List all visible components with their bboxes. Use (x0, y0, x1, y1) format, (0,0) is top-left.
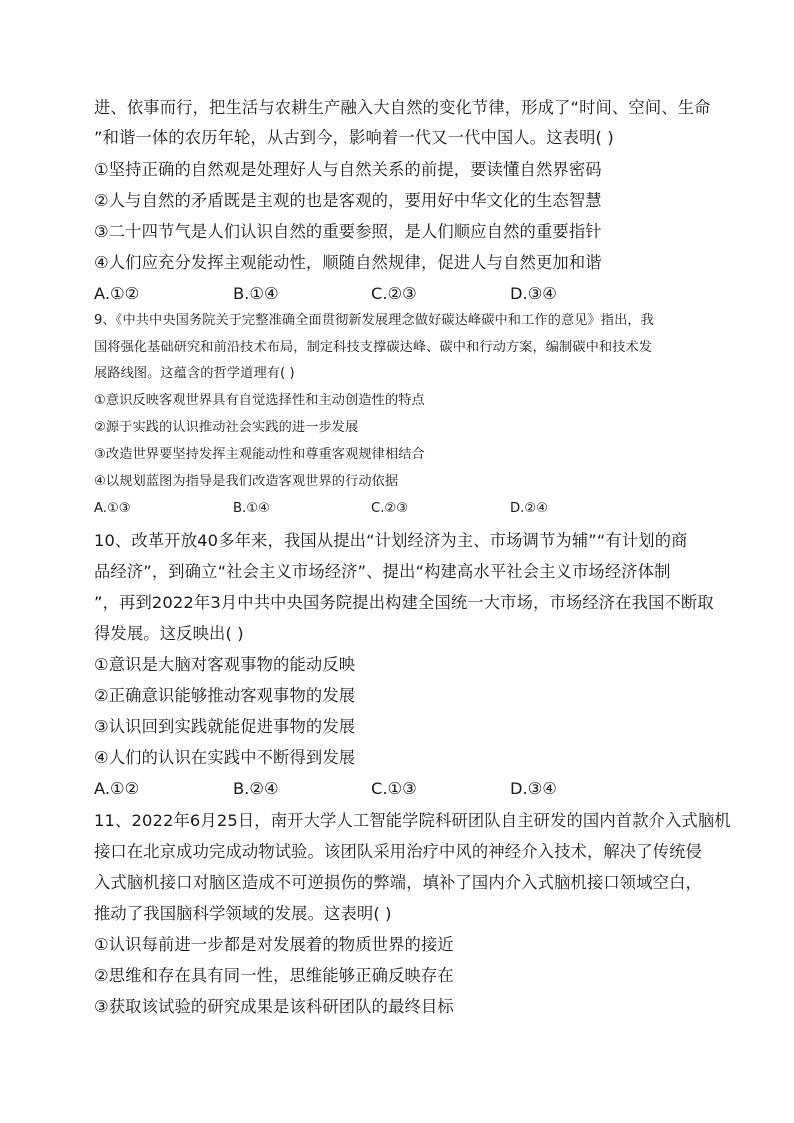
q8-stem-line-2: ”和谐一体的农历年轮，从古到今，影响着一代又一代中国人。这表明( ) (94, 128, 614, 147)
q9-options (94, 500, 654, 520)
q9-statement-2: ②源于实践的认识推动社会实践的进一步发展 (94, 420, 359, 435)
q8-option-a[interactable]: A.①② (94, 284, 140, 303)
q10-option-d[interactable]: D.③④ (510, 779, 557, 798)
q11-statement-2: ②思维和存在具有同一性，思维能够正确反映存在 (94, 966, 454, 985)
q10-option-a[interactable]: A.①② (94, 779, 140, 798)
q9-option-a[interactable]: A.①③ (94, 501, 131, 516)
q9-statement-4: ④以规划蓝图为指导是我们改造客观世界的行动依据 (94, 474, 399, 489)
q8-statement-4: ④人们应充分发挥主观能动性，顺随自然规律，促进人与自然更加和谐 (94, 253, 602, 272)
q11-stem-line-1: 11、2022年6月25日，南开大学人工智能学院科研团队自主研发的国内首款介入式脑机 (94, 811, 731, 830)
q9-option-c[interactable]: C.②③ (371, 501, 409, 516)
q10-statement-4: ④人们的认识在实践中不断得到发展 (94, 748, 356, 767)
q11-statement-3: ③获取该试验的研究成果是该科研团队的最终目标 (94, 997, 454, 1016)
q9-statement-3: ③改造世界要坚持发挥主观能动性和尊重客观规律相结合 (94, 447, 425, 462)
q10-stem-line-3: ”，再到2022年3月中共中央国务院提出构建全国统一大市场，市场经济在我国不断取 (94, 593, 714, 612)
q8-option-c[interactable]: C.②③ (371, 284, 417, 303)
q8-statement-1: ①坚持正确的自然观是处理好人与自然关系的前提，要读懂自然界密码 (94, 160, 602, 179)
q10-option-b[interactable]: B.②④ (233, 779, 279, 798)
q10-statement-3: ③认识回到实践就能促进事物的发展 (94, 717, 356, 736)
q10-stem-line-4: 得发展。这反映出( ) (94, 624, 244, 643)
q10-statement-2: ②正确意识能够推动客观事物的发展 (94, 686, 356, 705)
q9-option-b[interactable]: B.①④ (233, 501, 270, 516)
q10-stem-line-2: 品经济”，到确立“社会主义市场经济”、提出“构建高水平社会主义市场经济体制 (94, 562, 671, 581)
q8-stem-line-1: 进、依事而行，把生活与农耕生产融入大自然的变化节律，形成了“时间、空间、生命 (94, 98, 711, 117)
q10-options (94, 779, 654, 799)
q9-stem-line-3: 展路线图。这蕴含的哲学道理有( ) (94, 366, 295, 381)
q8-statement-3: ③二十四节气是人们认识自然的重要参照，是人们顺应自然的重要指针 (94, 222, 602, 241)
q10-statement-1: ①意识是大脑对客观事物的能动反映 (94, 655, 356, 674)
q8-option-b[interactable]: B.①④ (233, 284, 279, 303)
q8-statement-2: ②人与自然的矛盾既是主观的也是客观的，要用好中华文化的生态智慧 (94, 191, 602, 210)
q11-stem-line-3: 入式脑机接口对脑区造成不可逆损伤的弊端，填补了国内介入式脑机接口领域空白， (94, 873, 702, 892)
q8-option-d[interactable]: D.③④ (510, 284, 557, 303)
q10-option-c[interactable]: C.①③ (371, 779, 417, 798)
q11-stem-line-2: 接口在北京成功完成动物试验。该团队采用治疗中风的神经介入技术，解决了传统侵 (94, 842, 702, 861)
q11-statement-1: ①认识每前进一步都是对发展着的物质世界的接近 (94, 935, 454, 954)
q10-stem-line-1: 10、改革开放40多年来，我国从提出“计划经济为主、市场调节为辅”“有计划的商 (94, 531, 688, 550)
q9-stem-line-2: 国将强化基础研究和前沿技术布局，制定科技支撑碳达峰、碳中和行动方案，编制碳中和技术发 (94, 340, 653, 355)
q9-statement-1: ①意识反映客观世界具有自觉选择性和主动创造性的特点 (94, 393, 425, 408)
q9-option-d[interactable]: D.②④ (510, 501, 548, 516)
q9-stem-line-1: 9、《中共中央国务院关于完整准确全面贯彻新发展理念做好碳达峰碳中和工作的意见》指出，我 (94, 313, 654, 328)
q8-options (94, 284, 654, 304)
q11-stem-line-4: 推动了我国脑科学领域的发展。这表明( ) (94, 904, 392, 923)
